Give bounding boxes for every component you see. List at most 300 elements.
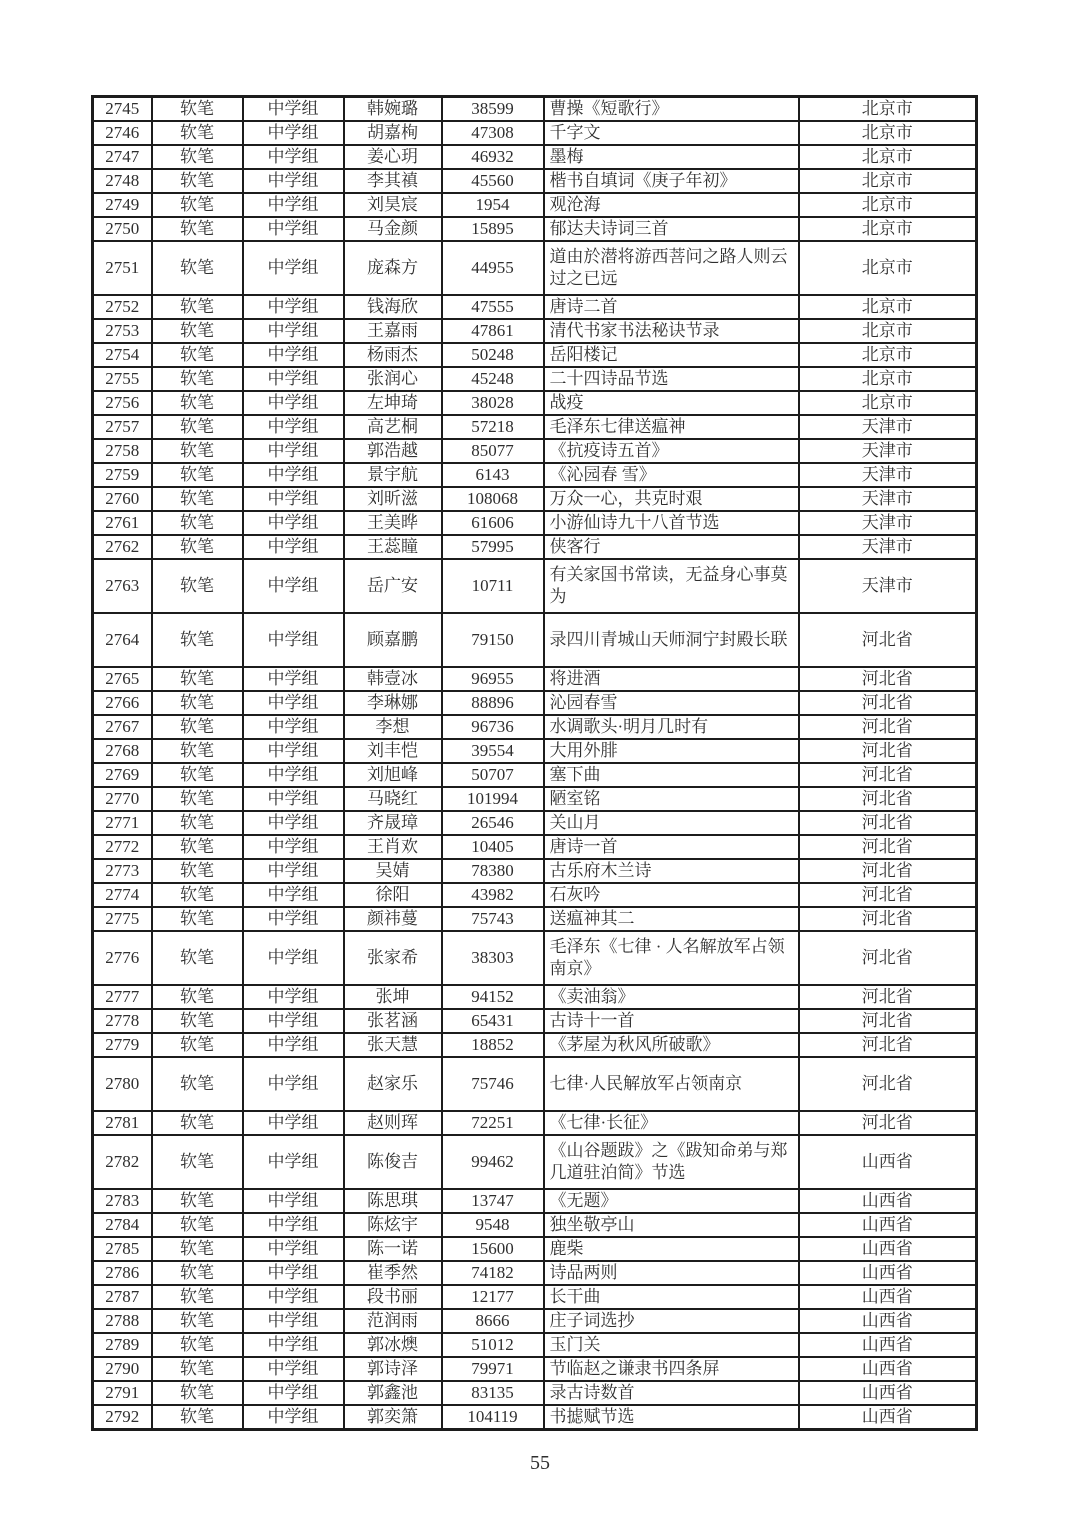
cell-group: 中学组 bbox=[243, 1261, 344, 1285]
cell-work-title: 墨梅 bbox=[544, 145, 799, 169]
cell-province: 北京市 bbox=[799, 391, 977, 415]
cell-work-title: 沁园春雪 bbox=[544, 691, 799, 715]
cell-work-title: 塞下曲 bbox=[544, 763, 799, 787]
cell-serial: 2763 bbox=[93, 559, 152, 613]
cell-pen-type: 软笔 bbox=[152, 1309, 243, 1333]
cell-serial: 2792 bbox=[93, 1405, 152, 1430]
cell-work-title: 《沁园春 雪》 bbox=[544, 463, 799, 487]
cell-name: 范润雨 bbox=[344, 1309, 442, 1333]
cell-group: 中学组 bbox=[243, 613, 344, 667]
cell-name: 钱海欣 bbox=[344, 295, 442, 319]
table-row bbox=[93, 145, 977, 169]
cell-serial: 2791 bbox=[93, 1381, 152, 1405]
cell-serial: 2753 bbox=[93, 319, 152, 343]
cell-name: 陈一诺 bbox=[344, 1237, 442, 1261]
cell-province: 河北省 bbox=[799, 835, 977, 859]
cell-group: 中学组 bbox=[243, 295, 344, 319]
cell-name: 吴婧 bbox=[344, 859, 442, 883]
cell-name: 齐晟璋 bbox=[344, 811, 442, 835]
cell-group: 中学组 bbox=[243, 193, 344, 217]
cell-serial: 2781 bbox=[93, 1111, 152, 1135]
cell-group: 中学组 bbox=[243, 859, 344, 883]
cell-group: 中学组 bbox=[243, 883, 344, 907]
cell-pen-type: 软笔 bbox=[152, 1009, 243, 1033]
cell-name: 景宇航 bbox=[344, 463, 442, 487]
cell-province: 山西省 bbox=[799, 1405, 977, 1430]
cell-serial: 2746 bbox=[93, 121, 152, 145]
cell-pen-type: 软笔 bbox=[152, 1111, 243, 1135]
cell-pen-type: 软笔 bbox=[152, 1057, 243, 1111]
cell-entry-id: 6143 bbox=[442, 463, 544, 487]
cell-serial: 2768 bbox=[93, 739, 152, 763]
cell-pen-type: 软笔 bbox=[152, 319, 243, 343]
cell-group: 中学组 bbox=[243, 667, 344, 691]
cell-work-title: 唐诗一首 bbox=[544, 835, 799, 859]
cell-province: 天津市 bbox=[799, 415, 977, 439]
cell-province: 山西省 bbox=[799, 1189, 977, 1213]
cell-work-title: 小游仙诗九十八首节选 bbox=[544, 511, 799, 535]
cell-entry-id: 65431 bbox=[442, 1009, 544, 1033]
table-row bbox=[93, 1261, 977, 1285]
cell-serial: 2757 bbox=[93, 415, 152, 439]
cell-group: 中学组 bbox=[243, 169, 344, 193]
cell-serial: 2751 bbox=[93, 241, 152, 295]
table-row bbox=[93, 511, 977, 535]
cell-entry-id: 83135 bbox=[442, 1381, 544, 1405]
cell-entry-id: 47308 bbox=[442, 121, 544, 145]
cell-name: 张润心 bbox=[344, 367, 442, 391]
cell-entry-id: 13747 bbox=[442, 1189, 544, 1213]
table-row bbox=[93, 295, 977, 319]
table-row bbox=[93, 559, 977, 613]
cell-province: 天津市 bbox=[799, 535, 977, 559]
cell-entry-id: 61606 bbox=[442, 511, 544, 535]
cell-pen-type: 软笔 bbox=[152, 511, 243, 535]
cell-serial: 2758 bbox=[93, 439, 152, 463]
cell-entry-id: 50707 bbox=[442, 763, 544, 787]
cell-pen-type: 软笔 bbox=[152, 193, 243, 217]
cell-work-title: 古乐府木兰诗 bbox=[544, 859, 799, 883]
table-row bbox=[93, 985, 977, 1009]
cell-name: 马晓红 bbox=[344, 787, 442, 811]
table-row bbox=[93, 97, 977, 122]
cell-group: 中学组 bbox=[243, 145, 344, 169]
table-row bbox=[93, 1057, 977, 1111]
cell-entry-id: 79971 bbox=[442, 1357, 544, 1381]
cell-entry-id: 26546 bbox=[442, 811, 544, 835]
cell-province: 河北省 bbox=[799, 1033, 977, 1057]
cell-name: 王肖欢 bbox=[344, 835, 442, 859]
cell-serial: 2787 bbox=[93, 1285, 152, 1309]
cell-serial: 2765 bbox=[93, 667, 152, 691]
cell-group: 中学组 bbox=[243, 367, 344, 391]
cell-entry-id: 44955 bbox=[442, 241, 544, 295]
cell-work-title: 楷书自填词《庚子年初》 bbox=[544, 169, 799, 193]
cell-province: 河北省 bbox=[799, 1057, 977, 1111]
cell-province: 河北省 bbox=[799, 883, 977, 907]
cell-name: 张天慧 bbox=[344, 1033, 442, 1057]
cell-entry-id: 39554 bbox=[442, 739, 544, 763]
cell-entry-id: 79150 bbox=[442, 613, 544, 667]
cell-work-title: 毛泽东七律送瘟神 bbox=[544, 415, 799, 439]
cell-serial: 2788 bbox=[93, 1309, 152, 1333]
table-row bbox=[93, 487, 977, 511]
cell-work-title: 有关家国书常读，无益身心事莫为 bbox=[544, 559, 799, 613]
page-number: 55 bbox=[530, 1452, 550, 1474]
cell-pen-type: 软笔 bbox=[152, 169, 243, 193]
table-row bbox=[93, 1405, 977, 1430]
cell-name: 颜祎蔓 bbox=[344, 907, 442, 931]
cell-entry-id: 10711 bbox=[442, 559, 544, 613]
table-row bbox=[93, 763, 977, 787]
cell-entry-id: 15895 bbox=[442, 217, 544, 241]
cell-province: 河北省 bbox=[799, 811, 977, 835]
table-row bbox=[93, 1237, 977, 1261]
table-row bbox=[93, 667, 977, 691]
table-row bbox=[93, 1381, 977, 1405]
cell-serial: 2774 bbox=[93, 883, 152, 907]
cell-name: 崔季然 bbox=[344, 1261, 442, 1285]
cell-entry-id: 101994 bbox=[442, 787, 544, 811]
cell-name: 郭奕箫 bbox=[344, 1405, 442, 1430]
cell-entry-id: 57218 bbox=[442, 415, 544, 439]
cell-pen-type: 软笔 bbox=[152, 1213, 243, 1237]
cell-pen-type: 软笔 bbox=[152, 559, 243, 613]
cell-entry-id: 96955 bbox=[442, 667, 544, 691]
cell-work-title: 录四川青城山天师洞宁封殿长联 bbox=[544, 613, 799, 667]
cell-work-title: 水调歌头·明月几时有 bbox=[544, 715, 799, 739]
cell-entry-id: 47555 bbox=[442, 295, 544, 319]
cell-name: 郭浩越 bbox=[344, 439, 442, 463]
cell-work-title: 《卖油翁》 bbox=[544, 985, 799, 1009]
cell-entry-id: 9548 bbox=[442, 1213, 544, 1237]
cell-serial: 2777 bbox=[93, 985, 152, 1009]
table-row bbox=[93, 787, 977, 811]
cell-province: 山西省 bbox=[799, 1309, 977, 1333]
cell-pen-type: 软笔 bbox=[152, 439, 243, 463]
cell-province: 北京市 bbox=[799, 319, 977, 343]
table-row bbox=[93, 883, 977, 907]
cell-group: 中学组 bbox=[243, 463, 344, 487]
cell-name: 徐阳 bbox=[344, 883, 442, 907]
cell-entry-id: 96736 bbox=[442, 715, 544, 739]
cell-group: 中学组 bbox=[243, 487, 344, 511]
cell-group: 中学组 bbox=[243, 739, 344, 763]
cell-work-title: 大用外腓 bbox=[544, 739, 799, 763]
cell-entry-id: 75746 bbox=[442, 1057, 544, 1111]
cell-entry-id: 99462 bbox=[442, 1135, 544, 1189]
cell-entry-id: 1954 bbox=[442, 193, 544, 217]
cell-province: 天津市 bbox=[799, 463, 977, 487]
cell-serial: 2750 bbox=[93, 217, 152, 241]
cell-serial: 2770 bbox=[93, 787, 152, 811]
cell-work-title: 关山月 bbox=[544, 811, 799, 835]
table-row bbox=[93, 367, 977, 391]
cell-group: 中学组 bbox=[243, 1057, 344, 1111]
table-row bbox=[93, 535, 977, 559]
cell-work-title: 书摅赋节选 bbox=[544, 1405, 799, 1430]
cell-pen-type: 软笔 bbox=[152, 343, 243, 367]
cell-serial: 2748 bbox=[93, 169, 152, 193]
cell-province: 河北省 bbox=[799, 859, 977, 883]
cell-entry-id: 45248 bbox=[442, 367, 544, 391]
cell-group: 中学组 bbox=[243, 241, 344, 295]
cell-work-title: 千字文 bbox=[544, 121, 799, 145]
cell-name: 陈思琪 bbox=[344, 1189, 442, 1213]
cell-name: 李琳娜 bbox=[344, 691, 442, 715]
cell-pen-type: 软笔 bbox=[152, 1381, 243, 1405]
cell-pen-type: 软笔 bbox=[152, 1357, 243, 1381]
cell-group: 中学组 bbox=[243, 1357, 344, 1381]
cell-work-title: 长干曲 bbox=[544, 1285, 799, 1309]
table-row bbox=[93, 1135, 977, 1189]
table-row bbox=[93, 217, 977, 241]
cell-serial: 2773 bbox=[93, 859, 152, 883]
cell-pen-type: 软笔 bbox=[152, 391, 243, 415]
table-row bbox=[93, 1309, 977, 1333]
cell-pen-type: 软笔 bbox=[152, 241, 243, 295]
cell-work-title: 送瘟神其二 bbox=[544, 907, 799, 931]
cell-entry-id: 78380 bbox=[442, 859, 544, 883]
cell-entry-id: 88896 bbox=[442, 691, 544, 715]
cell-group: 中学组 bbox=[243, 511, 344, 535]
cell-work-title: 《山谷题跋》之《跋知命弟与郑几道驻泊简》节选 bbox=[544, 1135, 799, 1189]
cell-serial: 2775 bbox=[93, 907, 152, 931]
cell-name: 顾嘉鹏 bbox=[344, 613, 442, 667]
cell-name: 陈炫宇 bbox=[344, 1213, 442, 1237]
cell-province: 河北省 bbox=[799, 1009, 977, 1033]
cell-work-title: 《茅屋为秋风所破歌》 bbox=[544, 1033, 799, 1057]
cell-work-title: 玉门关 bbox=[544, 1333, 799, 1357]
cell-name: 刘丰恺 bbox=[344, 739, 442, 763]
cell-name: 左坤琦 bbox=[344, 391, 442, 415]
cell-entry-id: 108068 bbox=[442, 487, 544, 511]
cell-group: 中学组 bbox=[243, 787, 344, 811]
cell-name: 段书丽 bbox=[344, 1285, 442, 1309]
cell-serial: 2764 bbox=[93, 613, 152, 667]
cell-serial: 2786 bbox=[93, 1261, 152, 1285]
table-row bbox=[93, 613, 977, 667]
cell-work-title: 清代书家书法秘诀节录 bbox=[544, 319, 799, 343]
cell-entry-id: 50248 bbox=[442, 343, 544, 367]
cell-work-title: 万众一心，共克时艰 bbox=[544, 487, 799, 511]
cell-pen-type: 软笔 bbox=[152, 1189, 243, 1213]
cell-serial: 2754 bbox=[93, 343, 152, 367]
cell-group: 中学组 bbox=[243, 691, 344, 715]
cell-pen-type: 软笔 bbox=[152, 145, 243, 169]
cell-group: 中学组 bbox=[243, 391, 344, 415]
cell-name: 张家希 bbox=[344, 931, 442, 985]
table-row bbox=[93, 121, 977, 145]
entries-table bbox=[91, 95, 978, 1431]
cell-province: 山西省 bbox=[799, 1135, 977, 1189]
cell-name: 王美晔 bbox=[344, 511, 442, 535]
cell-province: 天津市 bbox=[799, 439, 977, 463]
cell-work-title: 唐诗二首 bbox=[544, 295, 799, 319]
cell-name: 岳广安 bbox=[344, 559, 442, 613]
table-row bbox=[93, 391, 977, 415]
cell-pen-type: 软笔 bbox=[152, 1033, 243, 1057]
cell-province: 山西省 bbox=[799, 1285, 977, 1309]
cell-serial: 2783 bbox=[93, 1189, 152, 1213]
cell-work-title: 将进酒 bbox=[544, 667, 799, 691]
cell-serial: 2759 bbox=[93, 463, 152, 487]
cell-pen-type: 软笔 bbox=[152, 667, 243, 691]
cell-entry-id: 45560 bbox=[442, 169, 544, 193]
cell-serial: 2762 bbox=[93, 535, 152, 559]
cell-group: 中学组 bbox=[243, 1405, 344, 1430]
cell-name: 赵家乐 bbox=[344, 1057, 442, 1111]
cell-province: 河北省 bbox=[799, 907, 977, 931]
cell-name: 刘昕滋 bbox=[344, 487, 442, 511]
cell-work-title: 二十四诗品节选 bbox=[544, 367, 799, 391]
cell-serial: 2776 bbox=[93, 931, 152, 985]
cell-pen-type: 软笔 bbox=[152, 907, 243, 931]
cell-group: 中学组 bbox=[243, 1237, 344, 1261]
cell-province: 河北省 bbox=[799, 613, 977, 667]
cell-group: 中学组 bbox=[243, 415, 344, 439]
cell-serial: 2789 bbox=[93, 1333, 152, 1357]
cell-serial: 2749 bbox=[93, 193, 152, 217]
cell-pen-type: 软笔 bbox=[152, 217, 243, 241]
cell-pen-type: 软笔 bbox=[152, 1285, 243, 1309]
table-row bbox=[93, 859, 977, 883]
cell-name: 王蕊瞳 bbox=[344, 535, 442, 559]
cell-entry-id: 57995 bbox=[442, 535, 544, 559]
cell-pen-type: 软笔 bbox=[152, 739, 243, 763]
cell-name: 陈俊吉 bbox=[344, 1135, 442, 1189]
cell-pen-type: 软笔 bbox=[152, 367, 243, 391]
cell-group: 中学组 bbox=[243, 931, 344, 985]
cell-pen-type: 软笔 bbox=[152, 1405, 243, 1430]
cell-serial: 2761 bbox=[93, 511, 152, 535]
table-row bbox=[93, 1285, 977, 1309]
cell-group: 中学组 bbox=[243, 1309, 344, 1333]
cell-group: 中学组 bbox=[243, 439, 344, 463]
cell-province: 河北省 bbox=[799, 667, 977, 691]
table-row bbox=[93, 319, 977, 343]
cell-province: 北京市 bbox=[799, 367, 977, 391]
cell-work-title: 《抗疫诗五首》 bbox=[544, 439, 799, 463]
cell-name: 庞森方 bbox=[344, 241, 442, 295]
cell-province: 山西省 bbox=[799, 1237, 977, 1261]
cell-name: 张茗涵 bbox=[344, 1009, 442, 1033]
cell-name: 王嘉雨 bbox=[344, 319, 442, 343]
cell-entry-id: 38028 bbox=[442, 391, 544, 415]
cell-entry-id: 51012 bbox=[442, 1333, 544, 1357]
cell-serial: 2769 bbox=[93, 763, 152, 787]
cell-serial: 2771 bbox=[93, 811, 152, 835]
cell-pen-type: 软笔 bbox=[152, 931, 243, 985]
cell-province: 河北省 bbox=[799, 787, 977, 811]
cell-entry-id: 43982 bbox=[442, 883, 544, 907]
cell-work-title: 石灰吟 bbox=[544, 883, 799, 907]
cell-work-title: 《无题》 bbox=[544, 1189, 799, 1213]
cell-province: 天津市 bbox=[799, 487, 977, 511]
cell-province: 山西省 bbox=[799, 1333, 977, 1357]
cell-province: 北京市 bbox=[799, 217, 977, 241]
cell-group: 中学组 bbox=[243, 1033, 344, 1057]
cell-province: 河北省 bbox=[799, 1111, 977, 1135]
table-row bbox=[93, 739, 977, 763]
cell-pen-type: 软笔 bbox=[152, 121, 243, 145]
cell-serial: 2780 bbox=[93, 1057, 152, 1111]
cell-pen-type: 软笔 bbox=[152, 883, 243, 907]
cell-name: 张坤 bbox=[344, 985, 442, 1009]
table-row bbox=[93, 907, 977, 931]
cell-province: 北京市 bbox=[799, 145, 977, 169]
cell-work-title: 庄子词选抄 bbox=[544, 1309, 799, 1333]
cell-province: 北京市 bbox=[799, 169, 977, 193]
cell-province: 河北省 bbox=[799, 715, 977, 739]
table-row bbox=[93, 343, 977, 367]
cell-serial: 2745 bbox=[93, 97, 152, 122]
cell-group: 中学组 bbox=[243, 559, 344, 613]
cell-entry-id: 8666 bbox=[442, 1309, 544, 1333]
cell-pen-type: 软笔 bbox=[152, 859, 243, 883]
cell-name: 韩婉璐 bbox=[344, 97, 442, 122]
table-row bbox=[93, 1009, 977, 1033]
table-row bbox=[93, 1189, 977, 1213]
cell-group: 中学组 bbox=[243, 1381, 344, 1405]
cell-pen-type: 软笔 bbox=[152, 811, 243, 835]
cell-group: 中学组 bbox=[243, 121, 344, 145]
cell-group: 中学组 bbox=[243, 907, 344, 931]
cell-group: 中学组 bbox=[243, 217, 344, 241]
cell-work-title: 毛泽东《七律 · 人名解放军占领南京》 bbox=[544, 931, 799, 985]
cell-province: 北京市 bbox=[799, 97, 977, 122]
cell-work-title: 《七律·长征》 bbox=[544, 1111, 799, 1135]
cell-pen-type: 软笔 bbox=[152, 487, 243, 511]
cell-serial: 2778 bbox=[93, 1009, 152, 1033]
cell-group: 中学组 bbox=[243, 1111, 344, 1135]
cell-pen-type: 软笔 bbox=[152, 463, 243, 487]
cell-serial: 2760 bbox=[93, 487, 152, 511]
table-row bbox=[93, 1033, 977, 1057]
cell-serial: 2782 bbox=[93, 1135, 152, 1189]
cell-work-title: 道由於潜将游西菩问之路人则云过之已远 bbox=[544, 241, 799, 295]
cell-group: 中学组 bbox=[243, 835, 344, 859]
cell-pen-type: 软笔 bbox=[152, 535, 243, 559]
cell-serial: 2784 bbox=[93, 1213, 152, 1237]
cell-entry-id: 18852 bbox=[442, 1033, 544, 1057]
table-row bbox=[93, 1111, 977, 1135]
cell-province: 天津市 bbox=[799, 559, 977, 613]
cell-serial: 2785 bbox=[93, 1237, 152, 1261]
cell-work-title: 侠客行 bbox=[544, 535, 799, 559]
cell-province: 北京市 bbox=[799, 193, 977, 217]
cell-group: 中学组 bbox=[243, 1213, 344, 1237]
cell-pen-type: 软笔 bbox=[152, 691, 243, 715]
cell-entry-id: 47861 bbox=[442, 319, 544, 343]
cell-pen-type: 软笔 bbox=[152, 835, 243, 859]
cell-group: 中学组 bbox=[243, 535, 344, 559]
cell-name: 李想 bbox=[344, 715, 442, 739]
cell-entry-id: 38599 bbox=[442, 97, 544, 122]
cell-entry-id: 75743 bbox=[442, 907, 544, 931]
cell-name: 胡嘉栒 bbox=[344, 121, 442, 145]
cell-name: 李其禛 bbox=[344, 169, 442, 193]
cell-pen-type: 软笔 bbox=[152, 613, 243, 667]
table-row bbox=[93, 463, 977, 487]
cell-work-title: 曹操《短歌行》 bbox=[544, 97, 799, 122]
cell-serial: 2766 bbox=[93, 691, 152, 715]
cell-serial: 2772 bbox=[93, 835, 152, 859]
entries-tbody bbox=[93, 97, 977, 1430]
table-row bbox=[93, 241, 977, 295]
cell-pen-type: 软笔 bbox=[152, 1237, 243, 1261]
cell-pen-type: 软笔 bbox=[152, 715, 243, 739]
